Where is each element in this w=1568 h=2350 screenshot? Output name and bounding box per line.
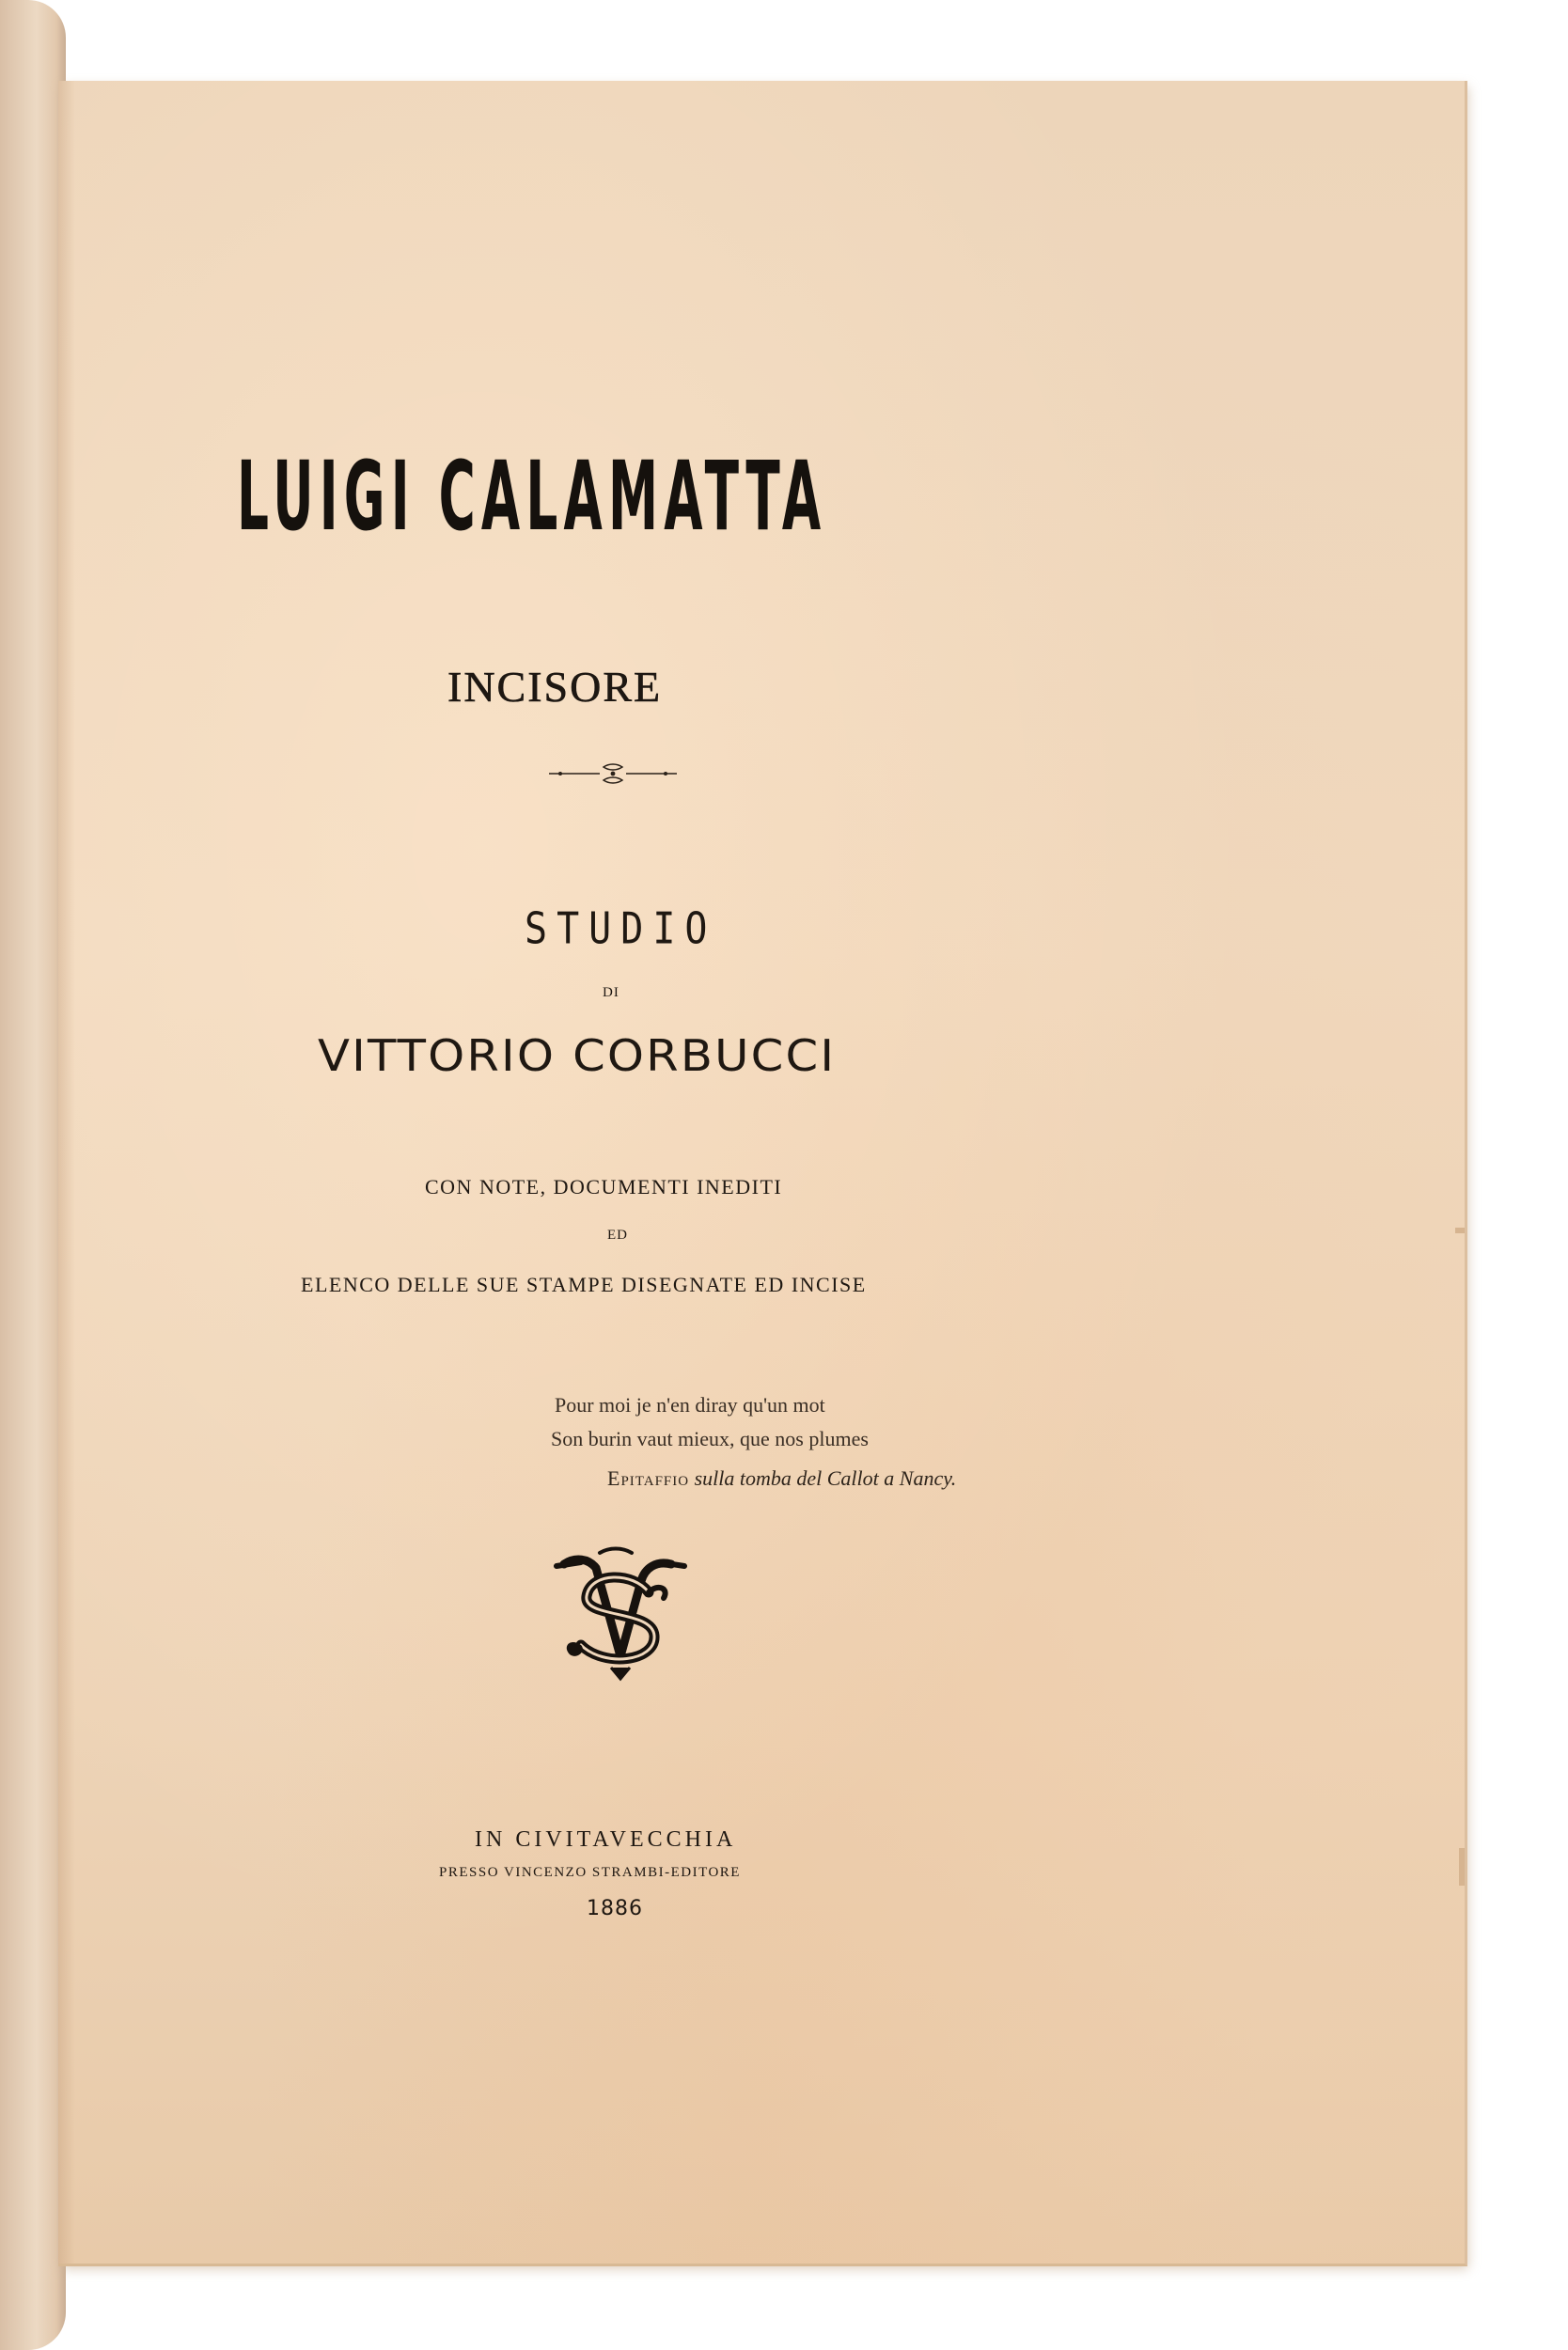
catalogue-line: ELENCO DELLE SUE STAMPE DISEGNATE ED INCISE <box>301 1273 867 1296</box>
epigraph-line-2: Son burin vaut mieux, que nos plumes <box>551 1427 869 1450</box>
epigraph-line-1: Pour moi je n'en diray qu'un mot <box>555 1393 825 1417</box>
gutter-shade <box>58 81 75 2264</box>
fleuron-divider-icon <box>547 761 679 786</box>
previous-leaf-edge <box>0 0 66 2350</box>
title-page <box>58 81 1467 2266</box>
vs-monogram-icon <box>543 1543 694 1684</box>
imprint-publisher: PRESSO VINCENZO STRAMBI-EDITORE <box>439 1865 741 1880</box>
author-name: VITTORIO CORBUCCI <box>318 1030 837 1081</box>
imprint-place: IN CIVITAVECCHIA <box>475 1827 737 1852</box>
and-label: ED <box>607 1228 628 1243</box>
imprint-year: 1886 <box>587 1897 643 1920</box>
epigraph-attribution <box>607 1466 956 1491</box>
studio-label: STUDIO <box>525 904 717 954</box>
by-label: DI <box>603 985 619 1000</box>
book-title: LUIGI CALAMATTA <box>237 442 827 553</box>
epigraph-attribution-rest: sulla tomba del Callot a Nancy. <box>694 1466 957 1490</box>
epigraph-attribution-prefix: Epitaffio <box>607 1466 690 1490</box>
notes-line: CON NOTE, DOCUMENTI INEDITI <box>425 1175 783 1198</box>
edge-tear <box>1455 1228 1465 1233</box>
edge-tear <box>1459 1848 1465 1886</box>
book-subtitle: INCISORE <box>447 663 663 711</box>
